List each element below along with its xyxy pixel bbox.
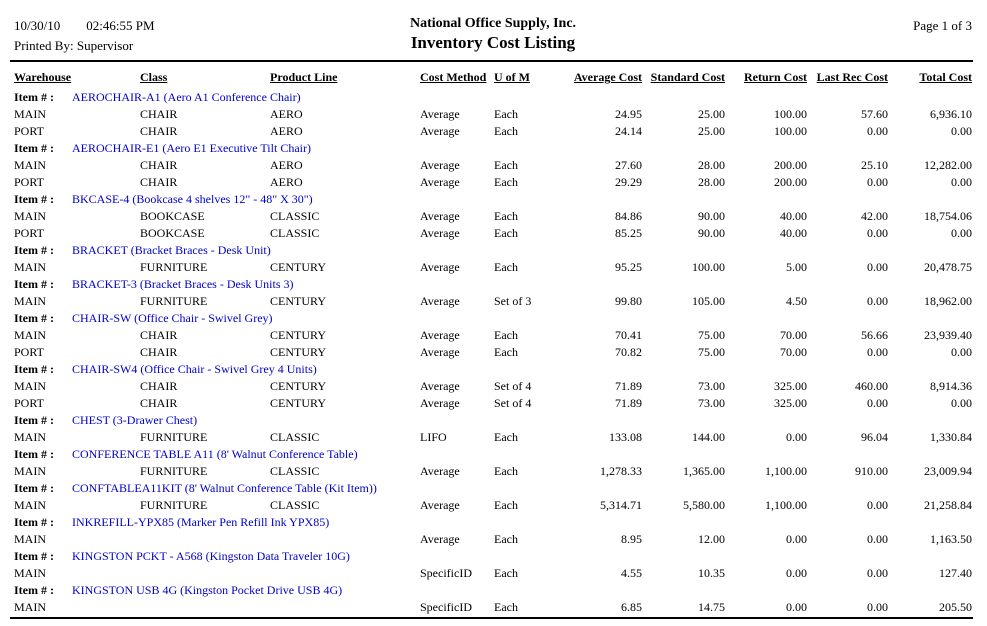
item-number-label: Item # : — [14, 447, 54, 461]
col-header-label-return-cost: Return Cost — [744, 70, 807, 84]
cell-class — [140, 531, 270, 548]
column-header-row — [14, 62, 972, 89]
cell-warehouse: MAIN — [14, 532, 46, 546]
cell-last-rec-cost: 96.04 — [861, 430, 888, 444]
cell-warehouse: MAIN — [14, 260, 46, 274]
col-header-label-last-rec-cost: Last Rec Cost — [816, 70, 888, 84]
cell-class: CHAIR — [140, 379, 178, 393]
cell-return-cost: 70.00 — [780, 328, 807, 342]
cell-warehouse: MAIN — [14, 379, 46, 393]
item-header-row — [14, 548, 972, 565]
cell-u-of-m: Each — [494, 328, 518, 342]
cell-standard-cost: 105.00 — [692, 294, 725, 308]
cell-total-cost: 8,914.36 — [930, 379, 972, 393]
cell-average-cost: 6.85 — [621, 600, 642, 614]
report-title: Inventory Cost Listing — [410, 33, 576, 52]
cell-cost-method: Average — [420, 260, 460, 274]
cell-product-line: AERO — [270, 158, 303, 172]
cell-u-of-m: Set of 3 — [494, 294, 532, 308]
cell-return-cost: 1,100.00 — [765, 498, 807, 512]
item-number-label: Item # : — [14, 481, 54, 495]
detail-row — [14, 378, 972, 395]
cell-product-line: CENTURY — [270, 379, 327, 393]
cell-product-line: CENTURY — [270, 260, 327, 274]
cell-standard-cost: 73.00 — [698, 396, 725, 410]
cell-cost-method: SpecificID — [420, 566, 472, 580]
item-header-row — [14, 89, 972, 106]
report-date: 10/30/10 — [14, 18, 61, 33]
cell-class: FURNITURE — [140, 430, 208, 444]
cell-total-cost: 0.00 — [951, 124, 972, 138]
item-header-row — [14, 310, 972, 327]
cell-class — [140, 599, 270, 616]
cell-class: BOOKCASE — [140, 226, 205, 240]
col-header-average-cost — [554, 62, 642, 89]
cell-total-cost: 18,754.06 — [924, 209, 972, 223]
cell-warehouse: PORT — [14, 396, 44, 410]
item-description: KINGSTON PCKT - A568 (Kingston Data Traveler 10G) — [72, 549, 350, 563]
cell-product-line: AERO — [270, 124, 303, 138]
cell-u-of-m: Each — [494, 158, 518, 172]
cell-product-line: CENTURY — [270, 328, 327, 342]
cell-last-rec-cost: 910.00 — [855, 464, 888, 478]
item-header-row — [14, 242, 972, 259]
item-header-row — [14, 140, 972, 157]
detail-row — [14, 344, 972, 361]
cell-cost-method: Average — [420, 464, 460, 478]
cell-standard-cost: 144.00 — [692, 430, 725, 444]
cell-total-cost: 21,258.84 — [924, 498, 972, 512]
cell-return-cost: 100.00 — [774, 124, 807, 138]
report-time: 02:46:55 PM — [86, 18, 155, 33]
cell-class: FURNITURE — [140, 464, 208, 478]
item-description: CHEST (3-Drawer Chest) — [72, 413, 198, 427]
cell-total-cost: 0.00 — [951, 396, 972, 410]
cell-standard-cost: 10.35 — [698, 566, 725, 580]
detail-row — [14, 293, 972, 310]
col-header-label-product-line: Product Line — [270, 70, 338, 84]
cell-cost-method: Average — [420, 379, 460, 393]
cell-warehouse: MAIN — [14, 158, 46, 172]
col-header-last-rec-cost — [807, 62, 888, 89]
cell-average-cost: 8.95 — [621, 532, 642, 546]
detail-row — [14, 174, 972, 191]
cell-last-rec-cost: 57.60 — [861, 107, 888, 121]
detail-row — [14, 123, 972, 140]
col-header-label-standard-cost: Standard Cost — [650, 70, 725, 84]
item-number-label: Item # : — [14, 362, 54, 376]
item-number-label: Item # : — [14, 515, 54, 529]
cell-class: CHAIR — [140, 175, 178, 189]
cell-total-cost: 12,282.00 — [924, 158, 972, 172]
item-number-label: Item # : — [14, 192, 54, 206]
cell-cost-method: Average — [420, 328, 460, 342]
cell-last-rec-cost: 0.00 — [867, 260, 888, 274]
col-header-label-class: Class — [140, 70, 168, 84]
cell-class: FURNITURE — [140, 294, 208, 308]
cell-last-rec-cost: 0.00 — [867, 345, 888, 359]
item-description: CONFTABLEA11KIT (8' Walnut Conference Table (Kit Item)) — [72, 481, 377, 495]
report-header — [14, 10, 972, 60]
cell-average-cost: 71.89 — [615, 396, 642, 410]
cell-average-cost: 95.25 — [615, 260, 642, 274]
cell-class: FURNITURE — [140, 260, 208, 274]
cell-last-rec-cost: 0.00 — [867, 175, 888, 189]
item-header-row — [14, 446, 972, 463]
cell-last-rec-cost: 0.00 — [867, 226, 888, 240]
col-header-label-u-of-m: U of M — [494, 70, 530, 84]
cell-cost-method: Average — [420, 345, 460, 359]
cell-standard-cost: 14.75 — [698, 600, 725, 614]
cell-total-cost: 23,939.40 — [924, 328, 972, 342]
cell-last-rec-cost: 460.00 — [855, 379, 888, 393]
cell-u-of-m: Set of 4 — [494, 396, 532, 410]
detail-row — [14, 463, 972, 480]
cell-cost-method: Average — [420, 226, 460, 240]
item-description: BRACKET (Bracket Braces - Desk Unit) — [72, 243, 271, 257]
cell-product-line: AERO — [270, 107, 303, 121]
cell-u-of-m: Each — [494, 345, 518, 359]
col-header-standard-cost — [642, 62, 725, 89]
item-number-label: Item # : — [14, 311, 54, 325]
cell-average-cost: 24.95 — [615, 107, 642, 121]
cell-standard-cost: 12.00 — [698, 532, 725, 546]
item-number-label: Item # : — [14, 243, 54, 257]
item-number-label: Item # : — [14, 277, 54, 291]
cell-total-cost: 1,330.84 — [930, 430, 972, 444]
cell-cost-method: Average — [420, 294, 460, 308]
cell-cost-method: Average — [420, 175, 460, 189]
page-number: Page 1 of 3 — [913, 18, 972, 33]
company-name: National Office Supply, Inc. — [409, 16, 577, 31]
cell-last-rec-cost: 56.66 — [861, 328, 888, 342]
cell-total-cost: 23,009.94 — [924, 464, 972, 478]
cell-u-of-m: Each — [494, 209, 518, 223]
cell-u-of-m: Each — [494, 430, 518, 444]
cell-standard-cost: 1,365.00 — [683, 464, 725, 478]
cell-cost-method: Average — [420, 209, 460, 223]
item-header-row — [14, 480, 972, 497]
cell-average-cost: 133.08 — [609, 430, 642, 444]
cell-last-rec-cost: 0.00 — [867, 396, 888, 410]
cell-warehouse: MAIN — [14, 209, 46, 223]
cell-warehouse: MAIN — [14, 430, 46, 444]
cell-last-rec-cost: 0.00 — [867, 566, 888, 580]
cell-return-cost: 325.00 — [774, 379, 807, 393]
item-number-label: Item # : — [14, 583, 54, 597]
col-header-u-of-m — [494, 62, 554, 89]
col-header-total-cost — [888, 62, 972, 89]
item-header-row — [14, 276, 972, 293]
cell-warehouse: MAIN — [14, 464, 46, 478]
detail-row — [14, 225, 972, 242]
cell-return-cost: 0.00 — [786, 532, 807, 546]
cell-u-of-m: Each — [494, 498, 518, 512]
cell-average-cost: 71.89 — [615, 379, 642, 393]
item-description: CONFERENCE TABLE A11 (8' Walnut Conference Table) — [72, 447, 358, 461]
inventory-table — [14, 62, 972, 616]
cell-u-of-m: Set of 4 — [494, 379, 532, 393]
footer-rule — [10, 617, 973, 619]
cell-average-cost: 24.14 — [615, 124, 642, 138]
cell-class — [140, 565, 270, 582]
cell-average-cost: 29.29 — [615, 175, 642, 189]
cell-last-rec-cost: 25.10 — [861, 158, 888, 172]
cell-product-line: CLASSIC — [270, 226, 320, 240]
cell-product-line: CENTURY — [270, 345, 327, 359]
cell-class: FURNITURE — [140, 498, 208, 512]
cell-warehouse: PORT — [14, 124, 44, 138]
detail-row — [14, 565, 972, 582]
item-number-label: Item # : — [14, 90, 54, 104]
cell-warehouse: PORT — [14, 226, 44, 240]
cell-average-cost: 1,278.33 — [600, 464, 642, 478]
cell-product-line — [270, 599, 420, 616]
col-header-cost-method — [420, 62, 494, 89]
col-header-product-line — [270, 62, 420, 89]
item-header-row — [14, 361, 972, 378]
cell-average-cost: 99.80 — [615, 294, 642, 308]
cell-product-line: CENTURY — [270, 396, 327, 410]
cell-class: CHAIR — [140, 328, 178, 342]
cell-standard-cost: 90.00 — [698, 226, 725, 240]
item-description: BKCASE-4 (Bookcase 4 shelves 12" - 48" X 30") — [72, 192, 313, 206]
cell-u-of-m: Each — [494, 226, 518, 240]
cell-average-cost: 70.82 — [615, 345, 642, 359]
cell-class: CHAIR — [140, 158, 178, 172]
col-header-label-total-cost: Total Cost — [919, 70, 972, 84]
cell-u-of-m: Each — [494, 566, 518, 580]
cell-last-rec-cost: 42.00 — [861, 209, 888, 223]
cell-warehouse: MAIN — [14, 498, 46, 512]
item-description: KINGSTON USB 4G (Kingston Pocket Drive USB 4G) — [72, 583, 343, 597]
col-header-return-cost — [725, 62, 807, 89]
detail-row — [14, 497, 972, 514]
detail-row — [14, 429, 972, 446]
cell-class: CHAIR — [140, 107, 178, 121]
item-header-row — [14, 191, 972, 208]
detail-row — [14, 106, 972, 123]
cell-return-cost: 40.00 — [780, 209, 807, 223]
cell-total-cost: 1,163.50 — [930, 532, 972, 546]
cell-product-line — [270, 531, 420, 548]
cell-total-cost: 0.00 — [951, 345, 972, 359]
cell-u-of-m: Each — [494, 464, 518, 478]
cell-average-cost: 4.55 — [621, 566, 642, 580]
detail-row — [14, 327, 972, 344]
item-description: CHAIR-SW4 (Office Chair - Swivel Grey 4 Units) — [72, 362, 317, 376]
cell-last-rec-cost: 0.00 — [867, 498, 888, 512]
cell-return-cost: 200.00 — [774, 175, 807, 189]
cell-total-cost: 127.40 — [939, 566, 972, 580]
cell-return-cost: 0.00 — [786, 600, 807, 614]
table-body — [14, 89, 972, 616]
cell-u-of-m: Each — [494, 175, 518, 189]
cell-total-cost: 6,936.10 — [930, 107, 972, 121]
cell-warehouse: PORT — [14, 175, 44, 189]
cell-standard-cost: 28.00 — [698, 158, 725, 172]
cell-class: CHAIR — [140, 345, 178, 359]
item-description: AEROCHAIR-A1 (Aero A1 Conference Chair) — [72, 90, 301, 104]
cell-cost-method: Average — [420, 498, 460, 512]
cell-cost-method: Average — [420, 107, 460, 121]
cell-total-cost: 0.00 — [951, 175, 972, 189]
cell-class: CHAIR — [140, 396, 178, 410]
item-description: BRACKET-3 (Bracket Braces - Desk Units 3) — [72, 277, 294, 291]
cell-return-cost: 100.00 — [774, 107, 807, 121]
cell-u-of-m: Each — [494, 260, 518, 274]
cell-total-cost: 18,962.00 — [924, 294, 972, 308]
cell-last-rec-cost: 0.00 — [867, 124, 888, 138]
cell-standard-cost: 90.00 — [698, 209, 725, 223]
cell-standard-cost: 25.00 — [698, 124, 725, 138]
cell-standard-cost: 28.00 — [698, 175, 725, 189]
detail-row — [14, 395, 972, 412]
cell-warehouse: PORT — [14, 345, 44, 359]
cell-total-cost: 205.50 — [939, 600, 972, 614]
item-description: INKREFILL-YPX85 (Marker Pen Refill Ink YPX85) — [72, 515, 330, 529]
cell-last-rec-cost: 0.00 — [867, 532, 888, 546]
item-number-label: Item # : — [14, 413, 54, 427]
item-description: CHAIR-SW (Office Chair - Swivel Grey) — [72, 311, 273, 325]
col-header-label-cost-method: Cost Method — [420, 70, 487, 84]
cell-return-cost: 70.00 — [780, 345, 807, 359]
cell-warehouse: MAIN — [14, 107, 46, 121]
cell-cost-method: Average — [420, 396, 460, 410]
cell-u-of-m: Each — [494, 600, 518, 614]
cell-cost-method: Average — [420, 124, 460, 138]
detail-row — [14, 259, 972, 276]
cell-class: CHAIR — [140, 124, 178, 138]
cell-warehouse: MAIN — [14, 294, 46, 308]
item-number-label: Item # : — [14, 141, 54, 155]
cell-cost-method: Average — [420, 532, 460, 546]
col-header-label-warehouse: Warehouse — [14, 70, 72, 84]
detail-row — [14, 531, 972, 548]
cell-total-cost: 0.00 — [951, 226, 972, 240]
cell-return-cost: 40.00 — [780, 226, 807, 240]
cell-return-cost: 325.00 — [774, 396, 807, 410]
cell-u-of-m: Each — [494, 532, 518, 546]
cell-average-cost: 27.60 — [615, 158, 642, 172]
detail-row — [14, 599, 972, 616]
detail-row — [14, 208, 972, 225]
col-header-label-average-cost: Average Cost — [573, 70, 642, 84]
col-header-class — [140, 62, 270, 89]
cell-product-line: CLASSIC — [270, 430, 320, 444]
col-header-warehouse — [14, 62, 140, 89]
cell-warehouse: MAIN — [14, 328, 46, 342]
printed-by: Printed By: Supervisor — [14, 38, 134, 53]
cell-class: BOOKCASE — [140, 209, 205, 223]
cell-product-line: CLASSIC — [270, 498, 320, 512]
cell-last-rec-cost: 0.00 — [867, 600, 888, 614]
cell-cost-method: Average — [420, 158, 460, 172]
cell-last-rec-cost: 0.00 — [867, 294, 888, 308]
item-number-label: Item # : — [14, 549, 54, 563]
cell-standard-cost: 25.00 — [698, 107, 725, 121]
cell-return-cost: 0.00 — [786, 430, 807, 444]
cell-u-of-m: Each — [494, 107, 518, 121]
item-header-row — [14, 582, 972, 599]
cell-warehouse: MAIN — [14, 600, 46, 614]
cell-return-cost: 4.50 — [786, 294, 807, 308]
cell-return-cost: 1,100.00 — [765, 464, 807, 478]
detail-row — [14, 157, 972, 174]
cell-average-cost: 85.25 — [615, 226, 642, 240]
cell-cost-method: LIFO — [420, 430, 447, 444]
cell-standard-cost: 100.00 — [692, 260, 725, 274]
cell-product-line — [270, 565, 420, 582]
cell-average-cost: 84.86 — [615, 209, 642, 223]
cell-product-line: CLASSIC — [270, 464, 320, 478]
cell-average-cost: 5,314.71 — [600, 498, 642, 512]
item-header-row — [14, 412, 972, 429]
cell-u-of-m: Each — [494, 124, 518, 138]
cell-standard-cost: 5,580.00 — [683, 498, 725, 512]
item-description: AEROCHAIR-E1 (Aero E1 Executive Tilt Chair) — [72, 141, 311, 155]
cell-product-line: CENTURY — [270, 294, 327, 308]
cell-average-cost: 70.41 — [615, 328, 642, 342]
item-header-row — [14, 514, 972, 531]
cell-cost-method: SpecificID — [420, 600, 472, 614]
cell-product-line: CLASSIC — [270, 209, 320, 223]
cell-return-cost: 5.00 — [786, 260, 807, 274]
cell-standard-cost: 73.00 — [698, 379, 725, 393]
cell-warehouse: MAIN — [14, 566, 46, 580]
cell-return-cost: 0.00 — [786, 566, 807, 580]
cell-standard-cost: 75.00 — [698, 345, 725, 359]
cell-standard-cost: 75.00 — [698, 328, 725, 342]
cell-return-cost: 200.00 — [774, 158, 807, 172]
cell-product-line: AERO — [270, 175, 303, 189]
cell-total-cost: 20,478.75 — [924, 260, 972, 274]
